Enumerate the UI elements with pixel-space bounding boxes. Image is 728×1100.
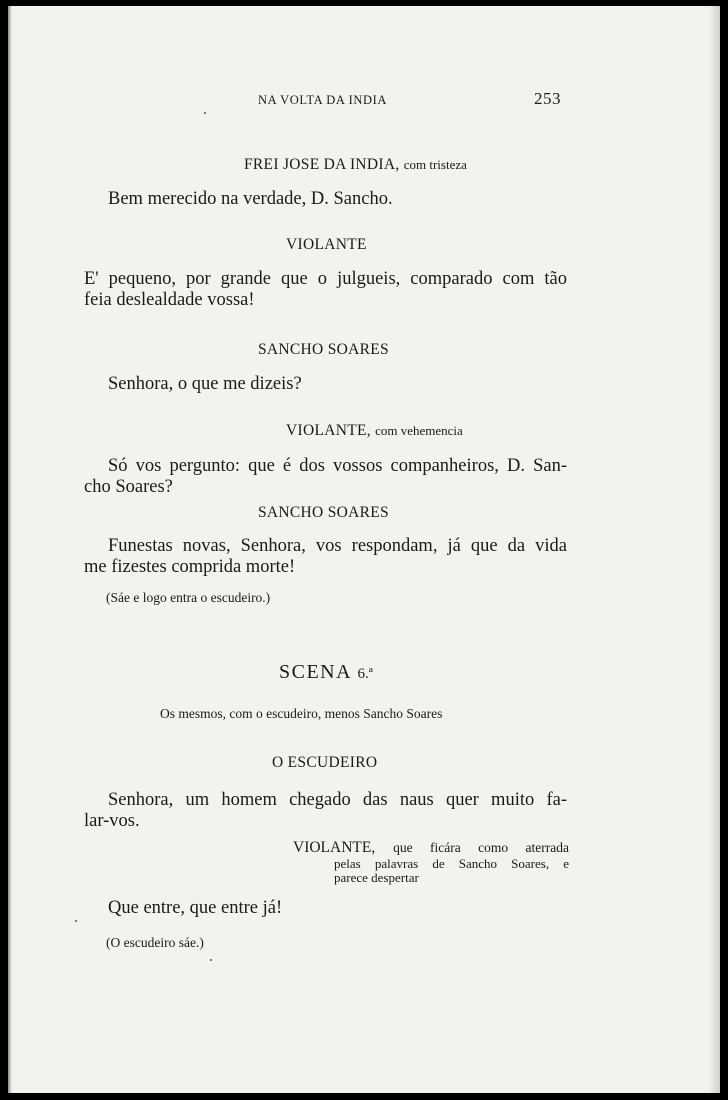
page-shadow-left <box>8 6 12 1093</box>
running-head: NA VOLTA DA INDIA <box>258 93 387 107</box>
page-number: 253 <box>534 89 561 108</box>
speaker-frei-jose <box>244 156 467 174</box>
speaker-with-stage <box>293 839 569 857</box>
page-shadow-right <box>708 6 720 1093</box>
book-page <box>8 6 720 1093</box>
speaker-name: VIOLANTE, <box>286 422 371 439</box>
dialogue-line: E' pequeno, por grande que o julgueis, comparado com tão <box>84 269 567 289</box>
speaker-stage-direction: que ficára como aterrada <box>393 840 569 855</box>
print-speck <box>204 112 206 114</box>
speaker-stage-direction: pelas palavras de Sancho Soares, e <box>334 856 569 871</box>
speaker-stage-direction: com vehemencia <box>375 423 463 438</box>
dialogue-speech <box>84 790 567 832</box>
dialogue-line: lar-vos. <box>84 811 140 831</box>
speaker-name: VIOLANTE, <box>293 839 376 856</box>
dialogue-line: Senhora, o que me dizeis? <box>108 374 302 394</box>
dialogue-line: me fizestes comprida morte! <box>84 557 296 577</box>
dialogue-line: feia deslealdade vossa! <box>84 290 255 310</box>
scene-heading <box>279 661 373 684</box>
dialogue-line: Funestas novas, Senhora, vos respondam, já que da vida <box>108 536 567 556</box>
speaker-violante <box>286 422 463 440</box>
dialogue-line: Senhora, um homem chegado das naus quer muito fa- <box>108 790 567 810</box>
speaker-stage-direction: parece despertar <box>334 870 419 885</box>
speaker-sancho-soares: SANCHO SOARES <box>258 504 389 521</box>
speaker-violante-block <box>293 839 569 885</box>
speaker-stage-direction: com tristeza <box>403 157 467 172</box>
dialogue-line: Só vos pergunto: que é dos vossos companheiros, D. San- <box>108 456 567 476</box>
speaker-violante: VIOLANTE <box>286 236 367 253</box>
dialogue-line: Que entre, que entre já! <box>108 898 283 918</box>
dialogue-speech <box>84 456 567 498</box>
speaker-sancho-soares: SANCHO SOARES <box>258 341 389 358</box>
dialogue-line: Bem merecido na verdade, D. Sancho. <box>108 189 393 209</box>
scene-title: SCENA <box>279 661 351 683</box>
speaker-name: FREI JOSE DA INDIA, <box>244 156 400 173</box>
speaker-escudeiro: O ESCUDEIRO <box>272 754 378 771</box>
print-speck <box>75 920 77 922</box>
stage-direction: (Sáe e logo entra o escudeiro.) <box>106 590 271 605</box>
stage-direction: (O escudeiro sáe.) <box>106 935 204 950</box>
dialogue-speech <box>84 536 567 578</box>
scene-number: 6.ª <box>357 666 373 682</box>
dialogue-line: cho Soares? <box>84 477 173 497</box>
print-speck <box>210 959 212 961</box>
scene-characters-note: Os mesmos, com o escudeiro, menos Sancho Soares <box>160 706 443 721</box>
dialogue-speech <box>84 269 567 311</box>
